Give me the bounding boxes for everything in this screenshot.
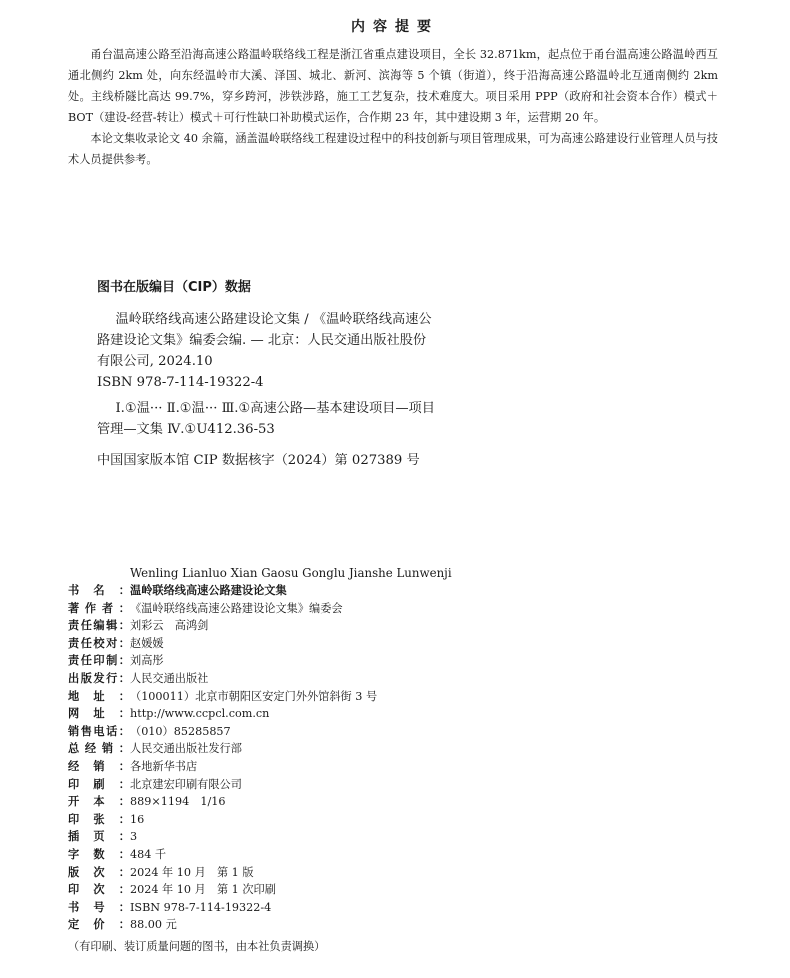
colophon-value: 889×1194 1/16 — [130, 795, 226, 809]
colophon-value: 刘彩云 高鸿剑 — [130, 619, 209, 633]
colophon-row — [68, 652, 377, 670]
colophon-label: 经销： — [68, 759, 130, 773]
cip-heading: 图书在版编目（CIP）数据 — [97, 280, 251, 295]
colophon-row — [68, 617, 377, 635]
colophon-row — [68, 688, 377, 706]
cip-classification-text: Ⅰ.①温··· Ⅱ.①温··· Ⅲ.①高速公路—基本建设项目—项目管理—文集 Ⅳ.①U412.36-53 — [97, 401, 435, 437]
colophon-value: （010）85285857 — [130, 724, 231, 738]
colophon-row — [68, 600, 377, 618]
colophon-row — [68, 705, 377, 723]
colophon-label: 责任印制： — [68, 654, 130, 668]
cip-record-title: 温岭联络线高速公路建设论文集 / 《温岭联络线高速公路建设论文集》编委会编. — 北京：人民交通出版社股份有限公司, 2024.10 — [97, 312, 432, 369]
colophon-value: 16 — [130, 812, 145, 826]
colophon-value: 人民交通出版社发行部 — [130, 742, 242, 756]
colophon-table — [68, 582, 377, 934]
cip-classification — [97, 398, 437, 440]
summary-body — [68, 44, 718, 170]
pinyin-title: Wenling Lianluo Xian Gaosu Gonglu Jianshe Lunwenji — [130, 566, 452, 580]
colophon-label: 责任校对： — [68, 636, 130, 650]
colophon-label: 开本： — [68, 795, 130, 809]
cip-library-record — [97, 450, 497, 471]
summary-title: 内容提要 — [351, 19, 439, 35]
colophon-label: 定价： — [68, 918, 130, 932]
colophon-value: http://www.ccpcl.com.cn — [130, 707, 270, 721]
colophon-value: 2024 年 10 月 第 1 版 — [130, 865, 254, 879]
colophon-value: 赵媛媛 — [130, 636, 164, 650]
colophon-label: 著作者： — [68, 601, 130, 615]
colophon-row — [68, 723, 377, 741]
cip-isbn: ISBN 978-7-114-19322-4 — [97, 375, 264, 390]
colophon-row — [68, 740, 377, 758]
colophon-row — [68, 846, 377, 864]
colophon-value: 《温岭联络线高速公路建设论文集》编委会 — [130, 601, 343, 615]
colophon-row — [68, 916, 377, 934]
quality-notice: （有印刷、装订质量问题的图书，由本社负责调换） — [68, 940, 326, 953]
colophon-row — [68, 635, 377, 653]
colophon-value: 人民交通出版社 — [130, 671, 209, 685]
colophon-label: 总经销： — [68, 742, 130, 756]
colophon-value: 温岭联络线高速公路建设论文集 — [130, 584, 287, 597]
colophon-label: 版次： — [68, 865, 130, 879]
colophon-row — [68, 864, 377, 882]
colophon-value: 刘高彤 — [130, 654, 164, 668]
colophon-label: 销售电话： — [68, 724, 130, 738]
colophon-row — [68, 776, 377, 794]
colophon-row — [68, 793, 377, 811]
summary-paragraph-2: 本论文集收录论文 40 余篇，涵盖温岭联络线工程建设过程中的科技创新与项目管理成果，可为高速公路建设行业管理人员与技术人员提供参考。 — [68, 132, 718, 166]
colophon-value: 北京建宏印刷有限公司 — [130, 777, 242, 791]
colophon-label: 责任编辑： — [68, 619, 130, 633]
colophon-row — [68, 758, 377, 776]
colophon-label: 出版发行： — [68, 671, 130, 685]
colophon-label: 网址： — [68, 707, 130, 721]
colophon-value: 2024 年 10 月 第 1 次印刷 — [130, 883, 276, 897]
colophon-row — [68, 582, 377, 600]
colophon-label: 书名： — [68, 584, 130, 597]
colophon-value: 各地新华书店 — [130, 759, 198, 773]
colophon-label: 印刷： — [68, 777, 130, 791]
colophon-row — [68, 811, 377, 829]
colophon-row — [68, 881, 377, 899]
colophon-label: 印次： — [68, 883, 130, 897]
colophon-value: ISBN 978-7-114-19322-4 — [130, 900, 272, 914]
cip-record — [97, 309, 437, 393]
colophon-value: 88.00 元 — [130, 918, 177, 932]
colophon-value: 484 千 — [130, 847, 167, 861]
cip-library-record-text: 中国国家版本馆 CIP 数据核字（2024）第 027389 号 — [97, 453, 420, 468]
colophon-label: 插页： — [68, 830, 130, 844]
colophon-label: 地址： — [68, 689, 130, 703]
summary-paragraph-1: 甬台温高速公路至沿海高速公路温岭联络线工程是浙江省重点建设项目，全长 32.871km，起点位于甬台温高速公路温岭西互通北侧约 2km 处，向东经温岭市大溪、泽国、城北、新河、滨海等 5 个镇（街道），终于沿海高速公路温岭北互通南侧约 2km 处。主线桥隧比高达 99.7%，穿乡跨河，涉铁涉路，施工工艺复杂，技术难度大。项目采用 PPP（政府和社会资本合作）模式＋BOT（建设-经营-转让）模式＋可行性缺口补助模式运作，合作期 23 年，其中建设期 3 年，运营期 20 年。 — [68, 48, 718, 124]
colophon-value: 3 — [130, 830, 138, 844]
colophon-label: 书号： — [68, 900, 130, 914]
colophon-label: 字数： — [68, 847, 130, 861]
colophon-row — [68, 828, 377, 846]
colophon-label: 印张： — [68, 812, 130, 826]
colophon-value: （100011）北京市朝阳区安定门外外馆斜街 3 号 — [130, 689, 378, 703]
colophon-row — [68, 670, 377, 688]
colophon-row — [68, 899, 377, 917]
